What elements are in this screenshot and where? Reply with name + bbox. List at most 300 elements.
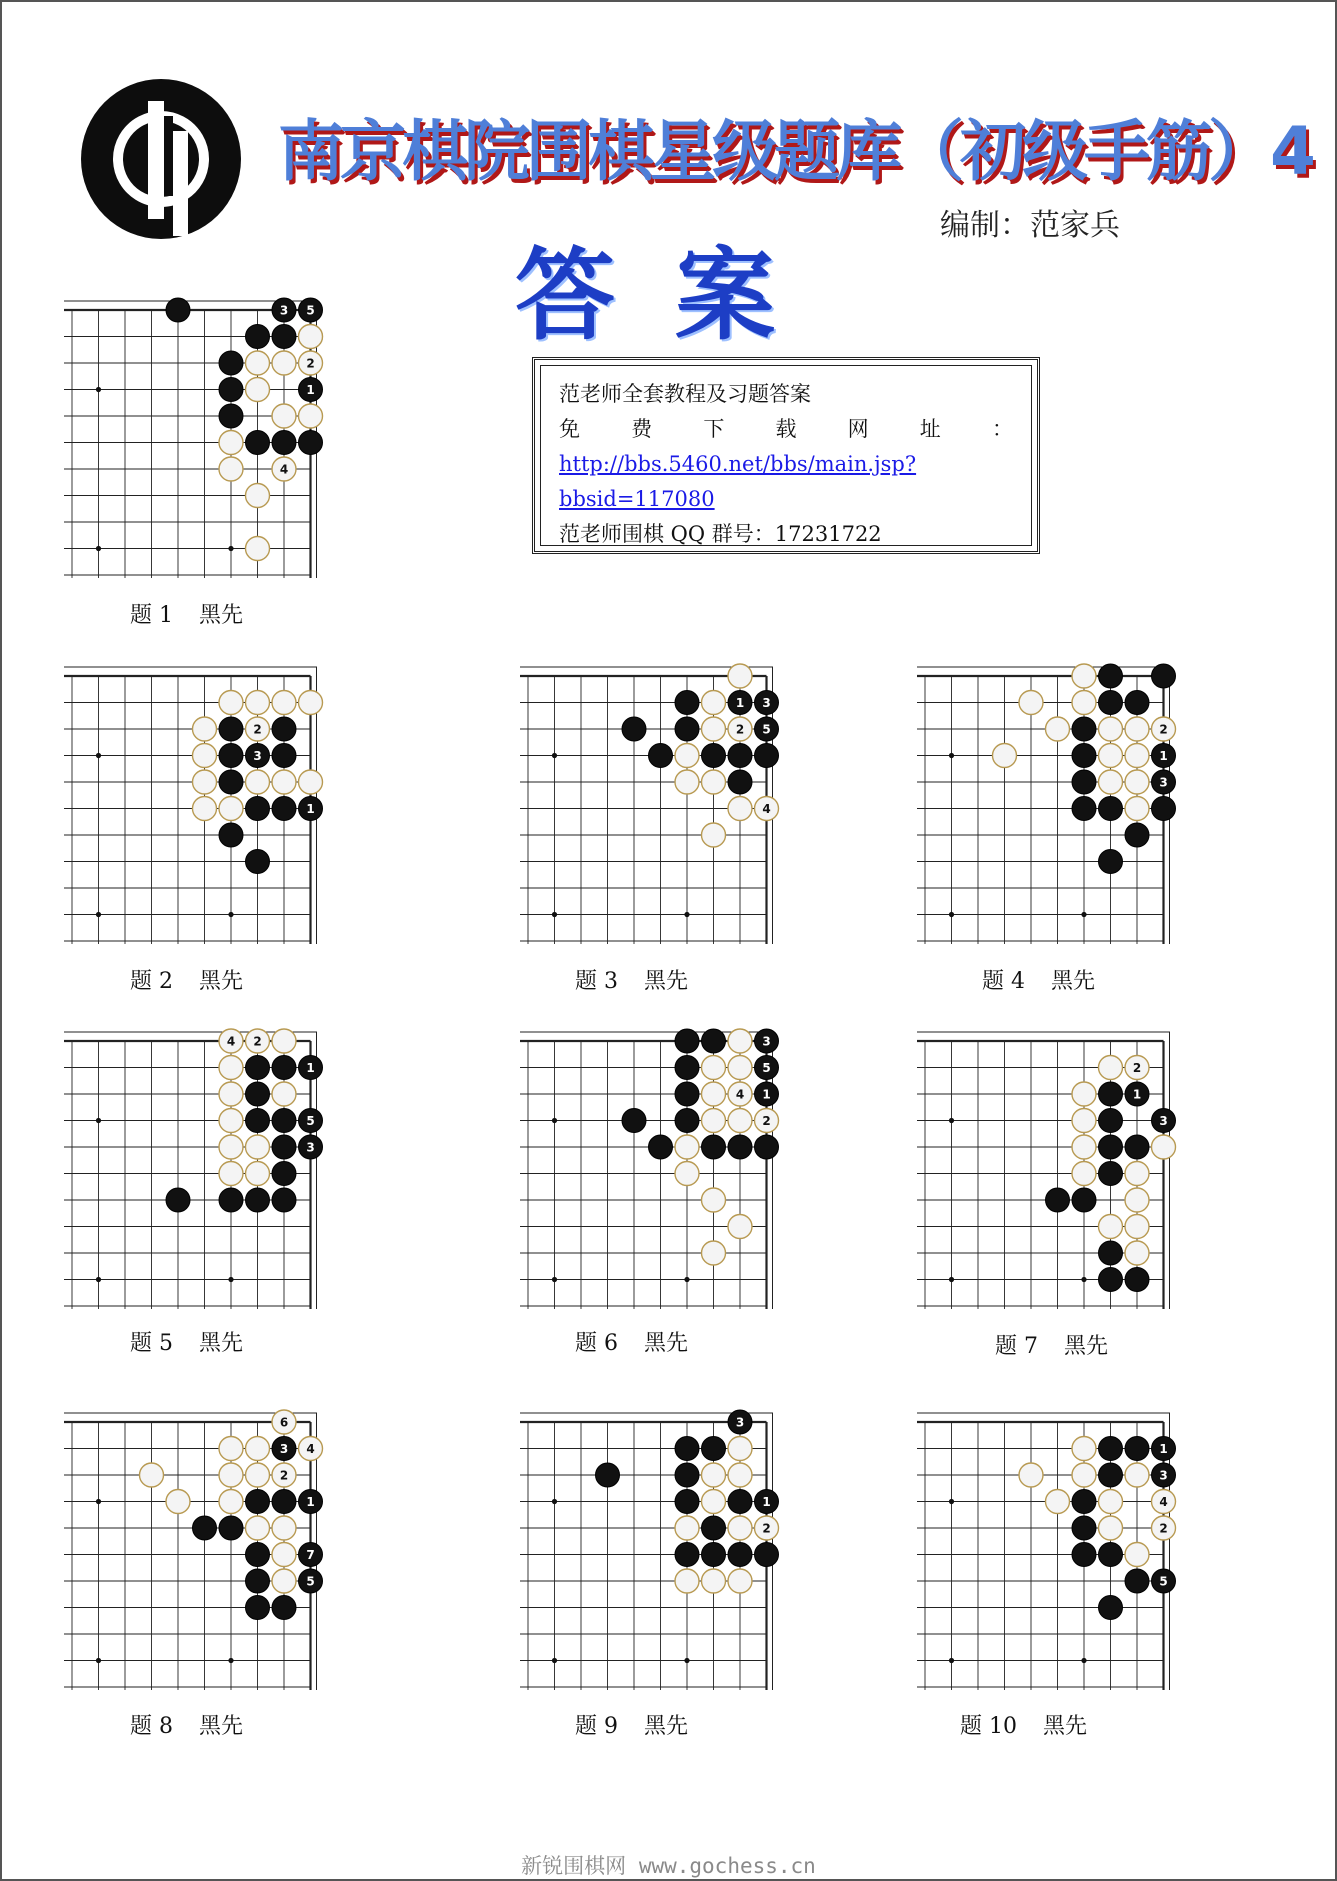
black-stone: [755, 1543, 779, 1567]
white-stone: [299, 691, 323, 715]
move-number: 2: [253, 1034, 262, 1049]
star-point: [684, 1277, 689, 1282]
white-stone: [193, 797, 217, 821]
star-point: [228, 912, 233, 917]
star-point: [96, 546, 101, 551]
move-number: 1: [306, 1495, 315, 1509]
black-stone: [675, 1543, 699, 1567]
move-number: 5: [762, 1061, 771, 1075]
editor-credit: 编制：范家兵: [940, 208, 1120, 243]
black-stone: [1125, 823, 1149, 847]
star-point: [552, 1118, 557, 1123]
white-stone: [246, 770, 270, 794]
move-number: 5: [306, 1114, 315, 1128]
black-stone: [675, 1056, 699, 1080]
black-stone: [1072, 717, 1096, 741]
white-stone: [246, 378, 270, 402]
info-char: 下: [703, 417, 725, 441]
star-point: [949, 1277, 954, 1282]
move-number: 1: [762, 1495, 771, 1509]
black-stone: [272, 1162, 296, 1186]
info-char: 载: [775, 417, 797, 441]
go-board-9: [520, 1408, 792, 1690]
white-stone: [1072, 664, 1096, 688]
problem-caption-1: [130, 598, 243, 629]
white-stone: [728, 1516, 752, 1540]
move-number: 2: [306, 356, 315, 371]
move-number: 3: [279, 1442, 289, 1456]
black-stone: [272, 744, 296, 768]
black-stone: [675, 717, 699, 741]
go-board-7: [917, 1027, 1189, 1309]
white-stone: [272, 1543, 296, 1567]
black-stone: [675, 1109, 699, 1133]
star-point: [96, 753, 101, 758]
white-stone: [702, 1241, 726, 1265]
star-point: [96, 912, 101, 917]
white-stone: [1099, 770, 1123, 794]
star-point: [949, 753, 954, 758]
black-stone: [755, 1135, 779, 1159]
white-stone: [193, 770, 217, 794]
black-stone: [1099, 1109, 1123, 1133]
go-board-3: [520, 662, 792, 944]
white-stone: [1125, 744, 1149, 768]
info-char: 网: [847, 417, 869, 441]
white-stone: [675, 1516, 699, 1540]
white-stone: [272, 691, 296, 715]
black-stone: [272, 1135, 296, 1159]
black-stone: [649, 744, 673, 768]
star-point: [228, 546, 233, 551]
white-stone: [299, 404, 323, 428]
white-stone: [1072, 1135, 1096, 1159]
download-link[interactable]: http://bbs.5460.net/bbs/main.jsp?bbsid=117080: [559, 452, 917, 511]
white-stone: [1099, 744, 1123, 768]
star-point: [949, 1658, 954, 1663]
problem-caption-4: [982, 964, 1095, 995]
star-point: [684, 912, 689, 917]
go-board-10: [917, 1408, 1189, 1690]
white-stone: [728, 1215, 752, 1239]
problem-number: 题 4: [982, 969, 1025, 994]
white-stone: [1125, 1463, 1149, 1487]
star-point: [96, 387, 101, 392]
white-stone: [219, 1056, 243, 1080]
problem-number: 题 3: [575, 969, 618, 994]
problem-caption-8: [130, 1709, 243, 1740]
star-point: [684, 1658, 689, 1663]
move-number: 4: [306, 1442, 315, 1456]
move-number: 1: [735, 696, 745, 710]
black-stone: [1072, 797, 1096, 821]
black-stone: [246, 1490, 270, 1514]
problem-number: 题 2: [130, 969, 173, 994]
info-char: 费: [631, 417, 653, 441]
black-stone: [1072, 1188, 1096, 1212]
black-stone: [1152, 797, 1176, 821]
black-stone: [219, 1516, 243, 1540]
black-stone: [219, 351, 243, 375]
white-stone: [219, 431, 243, 455]
black-stone: [272, 797, 296, 821]
answer-heading: [515, 215, 835, 359]
black-stone: [219, 717, 243, 741]
black-stone: [1046, 1188, 1070, 1212]
black-stone: [1099, 1268, 1123, 1292]
white-stone: [1125, 1241, 1149, 1265]
black-stone: [272, 1056, 296, 1080]
move-number: 5: [306, 303, 315, 318]
white-stone: [1099, 1215, 1123, 1239]
white-stone: [246, 537, 270, 561]
black-stone: [675, 1463, 699, 1487]
star-point: [552, 1499, 557, 1504]
black-stone: [1099, 664, 1123, 688]
white-stone: [702, 717, 726, 741]
move-number: 2: [1159, 722, 1168, 737]
problem-caption-10: [960, 1709, 1087, 1740]
black-stone: [272, 1490, 296, 1514]
move-number: 4: [1159, 1495, 1168, 1509]
black-stone: [702, 1516, 726, 1540]
star-point: [949, 912, 954, 917]
black-stone: [1099, 1135, 1123, 1159]
move-number: 1: [1132, 1087, 1142, 1102]
black-stone: [246, 1109, 270, 1133]
white-stone: [728, 1463, 752, 1487]
black-stone: [1099, 797, 1123, 821]
white-stone: [675, 770, 699, 794]
black-stone: [675, 1082, 699, 1106]
info-char: ：: [991, 417, 1013, 441]
move-number: 3: [762, 1034, 771, 1049]
white-stone: [193, 744, 217, 768]
info-box: [532, 357, 1040, 554]
site-footer: 新锐围棋网 www.gochess.cn: [521, 1854, 816, 1878]
move-number: 1: [306, 1061, 315, 1075]
move-number: 3: [762, 696, 771, 710]
black-stone: [1099, 1241, 1123, 1265]
black-stone: [1099, 1437, 1123, 1461]
star-point: [1081, 1277, 1086, 1282]
white-stone: [1099, 717, 1123, 741]
move-number: 6: [279, 1415, 289, 1430]
black-stone: [1099, 850, 1123, 874]
move-number: 4: [762, 802, 771, 816]
black-stone: [193, 1516, 217, 1540]
black-stone: [219, 770, 243, 794]
white-stone: [675, 744, 699, 768]
info-line-1: 范老师全套教程及习题答案: [559, 382, 811, 406]
white-stone: [272, 1569, 296, 1593]
white-stone: [675, 1162, 699, 1186]
move-number: 3: [1159, 775, 1168, 790]
white-stone: [246, 1463, 270, 1487]
go-board-6: [520, 1027, 792, 1309]
black-stone: [702, 1029, 726, 1053]
black-stone: [1125, 1569, 1149, 1593]
move-number: 4: [279, 462, 289, 477]
white-stone: [702, 823, 726, 847]
black-stone: [219, 1188, 243, 1212]
white-stone: [1152, 1135, 1176, 1159]
white-stone: [993, 744, 1017, 768]
problem-number: 题 5: [130, 1331, 173, 1356]
black-stone: [1099, 1543, 1123, 1567]
star-point: [552, 753, 557, 758]
star-point: [552, 1658, 557, 1663]
black-stone: [246, 1188, 270, 1212]
white-stone: [246, 1437, 270, 1461]
white-stone: [702, 1569, 726, 1593]
white-stone: [299, 325, 323, 349]
move-number: 5: [306, 1574, 315, 1589]
black-stone: [299, 431, 323, 455]
problem-caption-3: [575, 964, 688, 995]
black-stone: [702, 1437, 726, 1461]
white-stone: [1125, 770, 1149, 794]
move-number: 7: [306, 1548, 315, 1562]
move-number: 4: [226, 1034, 236, 1049]
star-point: [1081, 1658, 1086, 1663]
black-stone: [166, 1188, 190, 1212]
star-point: [949, 1118, 954, 1123]
go-board-4: [917, 662, 1189, 944]
white-stone: [1125, 1215, 1149, 1239]
black-stone: [675, 1437, 699, 1461]
black-stone: [219, 378, 243, 402]
problem-side: 黑先: [199, 1331, 244, 1356]
white-stone: [272, 404, 296, 428]
star-point: [228, 1277, 233, 1282]
white-stone: [728, 664, 752, 688]
black-stone: [728, 1543, 752, 1567]
info-line-4: 范老师围棋 QQ 群号：17231722: [559, 522, 882, 546]
problem-caption-7: [995, 1329, 1108, 1360]
white-stone: [166, 1490, 190, 1514]
black-stone: [702, 1135, 726, 1159]
black-stone: [728, 1490, 752, 1514]
white-stone: [1072, 1109, 1096, 1133]
white-stone: [1125, 1162, 1149, 1186]
black-stone: [246, 1056, 270, 1080]
white-stone: [702, 1056, 726, 1080]
white-stone: [219, 1437, 243, 1461]
move-number: 2: [253, 722, 262, 737]
white-stone: [1125, 1188, 1149, 1212]
star-point: [552, 1277, 557, 1282]
white-stone: [1072, 691, 1096, 715]
white-stone: [1125, 717, 1149, 741]
problem-side: 黑先: [644, 969, 689, 994]
black-stone: [1072, 1516, 1096, 1540]
move-number: 3: [1159, 1114, 1168, 1128]
white-stone: [728, 797, 752, 821]
move-number: 5: [762, 722, 771, 737]
star-point: [96, 1277, 101, 1282]
white-stone: [1125, 797, 1149, 821]
white-stone: [728, 1029, 752, 1053]
problem-side: 黑先: [199, 969, 244, 994]
white-stone: [1072, 1082, 1096, 1106]
answer-char-2: 案: [675, 236, 835, 354]
white-stone: [219, 1162, 243, 1186]
black-stone: [246, 850, 270, 874]
move-number: 1: [1159, 749, 1168, 763]
black-stone: [1099, 1162, 1123, 1186]
move-number: 2: [762, 1114, 771, 1128]
black-stone: [702, 1543, 726, 1567]
move-number: 5: [1159, 1574, 1168, 1589]
black-stone: [675, 1029, 699, 1053]
black-stone: [219, 823, 243, 847]
info-char: 址: [919, 417, 941, 441]
white-stone: [702, 1188, 726, 1212]
black-stone: [246, 1082, 270, 1106]
black-stone: [755, 744, 779, 768]
go-board-5: [64, 1027, 336, 1309]
move-number: 3: [735, 1415, 745, 1430]
white-stone: [219, 1109, 243, 1133]
white-stone: [246, 351, 270, 375]
white-stone: [272, 1029, 296, 1053]
star-point: [552, 912, 557, 917]
black-stone: [272, 717, 296, 741]
problem-number: 题 1: [130, 603, 173, 628]
star-point: [96, 1658, 101, 1663]
info-line-2: [559, 412, 1013, 447]
white-stone: [219, 457, 243, 481]
black-stone: [702, 744, 726, 768]
white-stone: [140, 1463, 164, 1487]
black-stone: [1099, 1463, 1123, 1487]
move-number: 2: [279, 1468, 289, 1483]
black-stone: [1099, 1596, 1123, 1620]
move-number: 1: [1159, 1442, 1168, 1456]
problem-side: 黑先: [1051, 969, 1096, 994]
black-stone: [596, 1463, 620, 1487]
problem-number: 题 7: [995, 1334, 1038, 1359]
black-stone: [1152, 664, 1176, 688]
white-stone: [702, 1463, 726, 1487]
white-stone: [1072, 1463, 1096, 1487]
nanjing-qiyuan-logo: [78, 76, 244, 242]
black-stone: [246, 797, 270, 821]
white-stone: [1046, 1490, 1070, 1514]
problem-caption-5: [130, 1326, 243, 1357]
white-stone: [1125, 1543, 1149, 1567]
white-stone: [219, 1135, 243, 1159]
white-stone: [702, 770, 726, 794]
problem-caption-6: [575, 1326, 688, 1357]
move-number: 3: [253, 749, 262, 763]
black-stone: [246, 1543, 270, 1567]
white-stone: [702, 691, 726, 715]
black-stone: [728, 770, 752, 794]
problem-side: 黑先: [199, 1714, 244, 1739]
black-stone: [246, 1569, 270, 1593]
star-point: [949, 1499, 954, 1504]
problem-number: 题 6: [575, 1331, 618, 1356]
black-stone: [1072, 770, 1096, 794]
info-char: 免: [559, 417, 580, 441]
white-stone: [219, 1463, 243, 1487]
problem-side: 黑先: [1064, 1334, 1109, 1359]
black-stone: [272, 1109, 296, 1133]
problem-side: 黑先: [644, 1331, 689, 1356]
black-stone: [219, 404, 243, 428]
star-point: [1081, 912, 1086, 917]
move-number: 3: [1159, 1468, 1168, 1483]
white-stone: [702, 1082, 726, 1106]
go-board-8: [64, 1408, 336, 1690]
move-number: 2: [1132, 1061, 1142, 1075]
black-stone: [166, 298, 190, 322]
white-stone: [246, 484, 270, 508]
problem-side: 黑先: [199, 603, 244, 628]
white-stone: [246, 691, 270, 715]
white-stone: [1072, 1162, 1096, 1186]
white-stone: [1019, 1463, 1043, 1487]
black-stone: [649, 1135, 673, 1159]
white-stone: [702, 1109, 726, 1133]
white-stone: [1019, 691, 1043, 715]
move-number: 3: [306, 1140, 315, 1155]
star-point: [96, 1499, 101, 1504]
problem-number: 题 10: [960, 1714, 1017, 1739]
black-stone: [675, 1490, 699, 1514]
move-number: 2: [762, 1521, 771, 1536]
star-point: [96, 1118, 101, 1123]
black-stone: [622, 1109, 646, 1133]
white-stone: [1072, 1437, 1096, 1461]
white-stone: [728, 1056, 752, 1080]
problem-side: 黑先: [644, 1714, 689, 1739]
white-stone: [272, 1516, 296, 1540]
black-stone: [1072, 744, 1096, 768]
black-stone: [1072, 1490, 1096, 1514]
white-stone: [1046, 717, 1070, 741]
white-stone: [728, 1437, 752, 1461]
white-stone: [675, 1569, 699, 1593]
problem-caption-9: [575, 1709, 688, 1740]
black-stone: [1072, 1543, 1096, 1567]
black-stone: [728, 744, 752, 768]
star-point: [228, 1658, 233, 1663]
black-stone: [272, 325, 296, 349]
move-number: 2: [735, 722, 745, 737]
black-stone: [272, 431, 296, 455]
black-stone: [272, 1188, 296, 1212]
black-stone: [728, 1135, 752, 1159]
move-number: 4: [735, 1087, 745, 1102]
move-number: 1: [306, 802, 315, 816]
black-stone: [1125, 1268, 1149, 1292]
move-number: 2: [1159, 1521, 1168, 1536]
go-board-1: [64, 296, 336, 578]
black-stone: [1125, 1135, 1149, 1159]
go-board-2: [64, 662, 336, 944]
white-stone: [728, 1109, 752, 1133]
problem-number: 题 8: [130, 1714, 173, 1739]
white-stone: [246, 1135, 270, 1159]
white-stone: [1099, 1056, 1123, 1080]
white-stone: [272, 351, 296, 375]
black-stone: [246, 325, 270, 349]
white-stone: [246, 1162, 270, 1186]
problem-side: 黑先: [1043, 1714, 1088, 1739]
